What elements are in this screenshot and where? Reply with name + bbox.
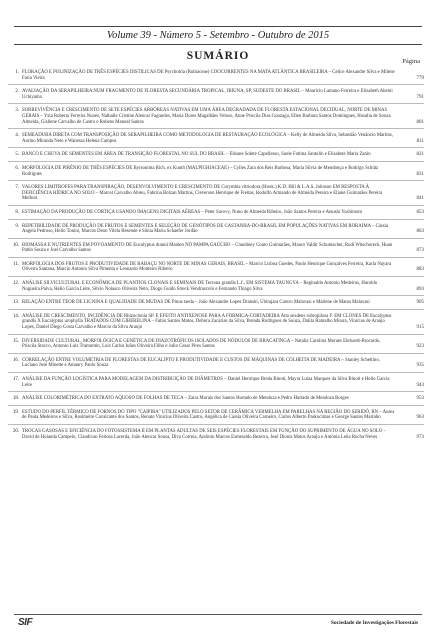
toc-entry-page: 935 xyxy=(416,363,424,369)
toc-separator xyxy=(8,309,424,310)
toc-entry-title: ANÁLISE COLORIMÉTRICA DO EXTRATO AQUOSO DE FOLHAS DE TECA – Zaira Morais dos Santos Hurtado de Mendoza e Pedro Hurtado de Mendoza Borges xyxy=(22,396,349,402)
toc-entry-title: DIVERSIDADE CULTURAL, MORFOLÓGICA E GENÉTICA DE DIAZOTRÓFICOS ISOLADOS DE NÓDULOS DE BRACATINGA – Natalia Carolina Moraes Ehrhardt-Brocardo, Priscila Stocco, Antonio Luiz Tramontin, Luis Carlos Iuñes Oliveira Filho e Julio Cesar Pires Santos xyxy=(22,338,381,350)
page-column-label: Página xyxy=(402,58,420,65)
toc-entry-number: 9. xyxy=(15,223,19,229)
toc-entry-page: 953 xyxy=(416,396,424,402)
toc-entry xyxy=(8,108,424,125)
toc-entry-title: MORFOLOGIA DE PIRÊNIO DE TRÊS ESPÉCIES DE Byrsonima Rich. ex Kunth (MALPIGHIACEAE) – Cylles Zara dos Reis Barbosa, Maria Silvia de Mendonça e Rodrigo Schütz Rodrigues xyxy=(22,165,379,177)
toc-separator xyxy=(8,238,424,239)
toc-entry xyxy=(8,224,424,235)
toc-separator xyxy=(8,276,424,277)
toc-entry-page: 863 xyxy=(416,229,424,235)
toc-separator xyxy=(8,128,424,129)
toc-entry xyxy=(8,300,424,306)
toc-list xyxy=(8,70,424,440)
toc-entry-number: 13. xyxy=(13,300,19,306)
toc-entry-page: 853 xyxy=(416,209,424,215)
toc-separator xyxy=(8,295,424,296)
toc-entry xyxy=(8,396,424,402)
toc-separator xyxy=(8,257,424,258)
toc-separator xyxy=(8,219,424,220)
toc-entry-number: 1. xyxy=(15,70,19,75)
toc-entry-title: ANÁLISE DA FUNÇÃO LOGÍSTICA PARA MODELAGEM DA DISTRIBUIÇÃO DE DIÂMETROS – Daniel Henrique Breda Binoti, Mayra Luiza Marques da Silva Binoti e Helio Garcia Leite xyxy=(22,377,390,388)
toc-separator xyxy=(8,180,424,181)
toc-entry xyxy=(8,358,424,369)
toc-entry xyxy=(8,70,424,81)
toc-entry-title: VALORES LIMITROFES PARA TRANSPIRAÇÃO, DESENVOLVIMENTO E CRESCIMENTO DE Corymbia citriodora (Hook.) K.D. Hill & L.A.S. Johnson EM RESPOSTA À DEFICIÊNCIA HÍDRICA NO SOLO – Marcel Carvalho Abreu, Fabrina Bolzan Martins, Cleverson Henrique de Freitas, Rodolfo Armando de Almeida Pereira e Eliane Guimarães Pereira Melloni xyxy=(22,185,383,202)
toc-separator xyxy=(8,405,424,406)
toc-entry-number: 7. xyxy=(15,185,19,191)
toc-entry-page: 841 xyxy=(416,196,424,202)
toc-entry xyxy=(8,262,424,273)
toc-entry-title: FLORAÇÃO E POLINIZAÇÃO DE TRÊS ESPÉCIES DISTILICAS DE Psychotria (Rubiaceae) COOCORRENTES NA MATA ATLÂNTICA BRASILEIRA – Celice Alexandre Silva e Milene Faria Vieira xyxy=(22,70,395,81)
toc-entry xyxy=(8,281,424,292)
toc-separator xyxy=(8,372,424,373)
toc-entry xyxy=(8,410,424,421)
toc-entry xyxy=(8,314,424,331)
toc-entry-number: 14. xyxy=(13,313,19,319)
toc-entry-number: 10. xyxy=(13,242,19,248)
toc-entry-number: 8. xyxy=(15,209,19,215)
toc-entry-number: 18. xyxy=(13,396,19,402)
society-name: Sociedade de Investigações Florestais xyxy=(330,620,418,626)
header-rule xyxy=(14,44,422,45)
toc-entry-title: TROCAS GASOSAS E EFICIÊNCIA DO FOTOSSISTEMA II EM PLANTAS ADULTAS DE SEIS ESPÉCIES FLORESTAIS EM FUNÇÃO DO SUPRIMENTO DE ÁGUA NO SOLO – David de Holanda Campelo, Claudivan Feitosa Lacerda, João Alencar Sousa, Diva Correia, Antônio Marcos Esmeraldo Bezerra, José Dionis Matos Araújo e Antônia Leila Rocha Neves xyxy=(22,428,386,440)
toc-entry xyxy=(8,89,424,100)
toc-entry-number: 6. xyxy=(15,165,19,171)
toc-entry-title: BIOMASSA E NUTRIENTES EM POVOAMENTO DE Eucalyptus dunnii Maiden NO PAMPA GAÚCHO – Claudiney Couto Guimarães, Mauro Valdir Schumacher, Rudi Witschoreck, Huan Pablo Souza e Joel Carvalho Santos xyxy=(22,242,393,254)
toc-entry xyxy=(8,185,424,202)
toc-entry-title: MORFOLOGIA DOS FRUTOS E PRODUTIVIDADE DE BABAÇU NO NORTE DE MINAS GERAIS, BRASIL – Marcio Lisboa Guedes, Paulo Henrique Gonçalves Ferreira, Karla Nayara Oliveira Santana, Marcio Antonio Silva Pimenta e Leonardo Monteiro Ribeiro xyxy=(22,261,392,273)
toc-entry-number: 4. xyxy=(15,133,19,139)
toc-separator xyxy=(8,205,424,206)
toc-entry-title: AVALIAÇÃO DA SERAPILHEIRA NUM FRAGMENTO DE FLORESTA SECUNDÁRIA TROPICAL, IBIUNA, SP, SUDESTE DO BRASIL – Maurício Lamano Ferreira e Elizabeth Akemi Uchiyama xyxy=(22,89,393,100)
toc-entry-number: 16. xyxy=(13,357,19,363)
footer xyxy=(14,610,422,632)
toc-entry xyxy=(8,243,424,254)
toc-entry-number: 12. xyxy=(13,281,19,287)
toc-entry-title: SEMEADURA DIRETA COM TRANSPOSIÇÃO DE SERAPILHEIRA COMO METODOLOGIA DE RESTAURAÇÃO ECOLÓGICA – Kelly de Almeida Silva, Sebastião Venâncio Martins, Aurino Miranda Neto e Wanessa Helena Campos xyxy=(22,133,393,144)
toc-entry-page: 893 xyxy=(416,286,424,292)
toc-entry-page: 943 xyxy=(416,382,424,388)
sif-logo: SIF xyxy=(18,617,33,628)
toc-entry-number: 20. xyxy=(13,428,19,434)
toc-entry xyxy=(8,429,424,440)
toc-separator xyxy=(8,424,424,425)
toc-entry-title: CORRELAÇÃO ENTRE VOLUMETRIA DE FLORESTAS DE EUCALIPTO E PRODUTIVIDADE E CUSTOS DE MÁQUINAS DE COLHEITA DE MADEIRA – Stanley Schettino, Luciano José Minette e Amaury Paulo Souza xyxy=(22,357,380,369)
toc-entry xyxy=(8,339,424,350)
toc-entry-page: 905 xyxy=(416,300,424,306)
toc-separator xyxy=(8,103,424,104)
toc-entry-title: ANÁLISE DE CRESCIMENTO, INCIDÊNCIA DE Rhizoctonia SP. E EFEITO ANTIXENOSE PARA A FORMIGA-CORTADEIRA Atta sexdens rubropilosa F. EM CLONES DE Eucalyptus grandis X Eucalyptus urophylla TRATADOS COM GIBERELINA – Fabio Santos Matos, Debora Zacarias da Silva, Brenda Rodrigues de Souza, Dalila Ramalho Moura, Vinícius de Araújo Lopes, Daniel Diego Costa Carvalho e Marcio da Silva Araujo xyxy=(22,313,392,331)
toc-entry-page: 915 xyxy=(416,325,424,331)
toc-entry-page: 801 xyxy=(416,119,424,125)
toc-separator xyxy=(8,391,424,392)
toc-entry-number: 5. xyxy=(15,152,19,158)
toc-entry xyxy=(8,133,424,144)
toc-entry xyxy=(8,152,424,158)
toc-entry xyxy=(8,210,424,216)
issue-line: Volume 39 - Número 5 - Setembro - Outubro de 2015 xyxy=(106,30,330,41)
toc-entry-number: 17. xyxy=(13,377,19,382)
toc-entry-page: 791 xyxy=(416,94,424,100)
toc-entry xyxy=(8,166,424,177)
toc-separator xyxy=(8,334,424,335)
toc-entry-page: 779 xyxy=(416,75,424,81)
toc-entry-title: BANCO E CHUVA DE SEMENTES EM ÁREA DE TRANSIÇÃO FLORESTAL NO SUL DO BRASIL – Elisane Solete Capellesso, Suele Fatima Santolin e Elisabete Maria Zanin xyxy=(22,152,371,158)
toc-entry-title: RELAÇÃO ENTRE TEOR DE LIGNINA E QUALIDADE DE MUDAS DE Pinus taeda – João Alexandre Lopes Dranski, Ubirajara Contro Malavasi e Marlene de Matos Malavasi xyxy=(22,300,370,306)
toc-entry-page: 963 xyxy=(416,415,424,421)
toc-entry-number: 15. xyxy=(13,338,19,344)
toc-entry xyxy=(8,377,424,388)
toc-separator xyxy=(8,353,424,354)
toc-entry-title: REPETIBILIDADE DE PRODUÇÃO DE FRUTOS E SEMENTES E SELEÇÃO DE GENÓTIPOS DE CASTANHA-DO-BRASIL EM POPULAÇÕES NATIVAS EM RORAIMA – Cássia Angela Pedroso, Helio Tonini, Marcos Deon Vilela Resende e Sônia Maria Schaefer Jordão xyxy=(22,223,389,235)
toc-title: SUMÁRIO xyxy=(186,50,250,62)
toc-entry-title: SOBREVIVÊNCIA E CRESCIMENTO DE SETE ESPÉCIES ARBÓREAS NATIVAS EM UMA ÁREA DEGRADADA DE FLORESTA ESTACIONAL DECIDUAL, NORTE DE MINAS GERAIS – Ysla Roberta Ferreira Nunes, Nathalle Cristine Alencar Fagundes, Maria Dores Magalhães Veloso, Anne Priscila Dias Gonzaga, Ellen Barbara Santos Domingues, Hosalia de Souza Almeida, Gisllene Carvalho de Castro e Rubens Manoel Santos xyxy=(22,108,391,125)
toc-entry-page: 883 xyxy=(416,267,424,273)
toc-separator xyxy=(8,84,424,85)
toc-separator xyxy=(8,161,424,162)
toc-entry-number: 11. xyxy=(13,261,19,267)
top-rule xyxy=(14,26,422,27)
toc-entry-page: 811 xyxy=(416,138,424,144)
toc-entry-title: ESTIMAÇÃO DA PRODUÇÃO DE CORTIÇA USANDO IMAGENS DIGITAIS AÉREAS – Peter Surovy, Nuno de Almeida Ribeiro, João Santos Pereira e Atsushi Yoshimoto xyxy=(22,209,363,215)
toc-separator xyxy=(8,147,424,148)
toc-entry-page: 923 xyxy=(416,344,424,350)
toc-entry-page: 873 xyxy=(416,248,424,254)
toc-entry-title: ANÁLISE SILVICULTURAL E ECONÔMICA DE PLANTIOS CLONAIS E SEMINAIS DE Tectona grandis L.f., EM SISTEMA TAUNGYA – Reginaldo Antonio Medeiros, Haroldo Nogueira Paiva, Helio Garcia Leite, Silvio Nolasco Oliveira Neto, Diogo Guido Streck Vendruscolo e Fernando Thiago Silva xyxy=(22,281,378,292)
footer-rule xyxy=(14,614,422,615)
toc-entry-number: 19. xyxy=(13,409,19,415)
toc-entry-page: 821 xyxy=(416,152,424,158)
toc-entry-number: 2. xyxy=(15,89,19,95)
page-header xyxy=(0,30,436,41)
toc-entry-number: 3. xyxy=(15,108,19,114)
toc-entry-title: ESTUDO DO PERFIL TÉRMICO DE FORNOS DO TIPO "CAIPIRA" UTILIZADOS PELO SETOR DE CERÂMICA VERMELHA EM PARELHAS NA REGIÃO DO SERIDÓ, RN – Aurea de Paula Medeiros e Silva, Rosimeire Cavalcante dos Santos, Renato Vinicius Oliveira Castro, Angélica de Cássia Oliveira Carneiro, Carlos Alberto Paskocimas e George Santos Marinho xyxy=(22,409,395,421)
toc-entry-page: 973 xyxy=(416,434,424,440)
toc-entry-page: 831 xyxy=(416,171,424,177)
